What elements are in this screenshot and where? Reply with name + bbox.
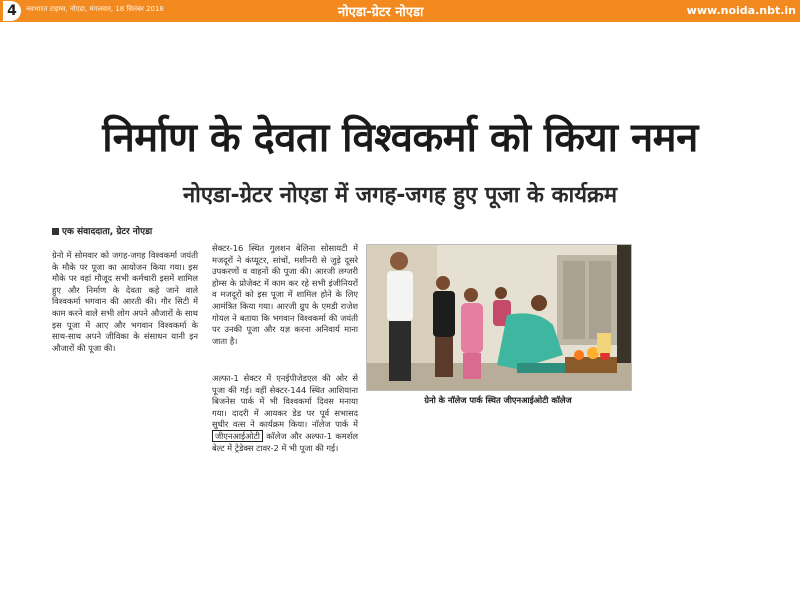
highlighted-college-name: जीएनआईओटी bbox=[212, 430, 263, 442]
article-column-2-top: सेक्टर-16 स्थित गुलशन बेलिना सोसायटी में मजदूरों ने कंप्यूटर, सांचों, मशीनरी से जुड़े दूसरे उपकरणों व वाहनों की पूजा की। आरजी लग्जरी होम्स के प्रोजेक्ट में काम कर रहे सभी इंजीनियरों व मजदूरों को इस पूजा में शामिल होने के लिए आमंत्रित किया गया। आरजी ग्रुप के एमडी राजेश गोयल ने बताया कि भगवान विश्वकर्मा की जयंती पर उनकी पूजा और यज्ञ करना अनिवार्य माना जाता है। bbox=[212, 243, 358, 346]
headline: निर्माण के देवता विश्वकर्मा को किया नमन bbox=[102, 115, 698, 161]
byline bbox=[52, 224, 152, 237]
section-title: नोएडा-ग्रेटर नोएडा bbox=[338, 5, 424, 20]
header-bar bbox=[0, 0, 800, 22]
photo-caption: ग्रेनो के नॉलेज पार्क स्थित जीएनआईओटी कॉलेज bbox=[424, 395, 572, 405]
byline-bullet-icon bbox=[52, 228, 59, 235]
byline-text: एक संवाददाता, ग्रेटर नोएडा bbox=[62, 227, 153, 237]
dateline: नवभारत टाइम्स, नोएडा, मंगलवार, 18 सितंबर 2018 bbox=[26, 5, 164, 13]
article-column-1: ग्रेनो में सोमवार को जगह-जगह विश्वकर्मा जयंती के मौके पर पूजा का आयोजन किया गया। इस मौके पर वहां मौजूद सभी कर्मचारी इसमें शामिल हुए और निर्माण के देवता कहे जाने वाले विश्वकर्मा भगवान की आरती की। गौर सिटी में काम करने वाले सभी लोग अपने औजारों के साथ इस पूजा में आए और भगवान विश्वकर्मा के साथ-साथ अपने जीविका के संसाधन यानी इन औजारों की पूजा की। bbox=[52, 250, 198, 353]
page-number: 4 bbox=[3, 1, 21, 21]
article-photo bbox=[366, 244, 632, 391]
column-2-text-before: अल्फा-1 सेक्टर में एनईपीजेडएल की ओर से पूजा की गई। वहीं सेक्टर-144 स्थित आशियाना बिजनेस पार्क में भी विश्वकर्मा दिवस मनाया गया। दादरी में आयकर डेड पर पूर्व सभासद सुधीर वत्स ने कार्यक्रम किया। नॉलेज पार्क में bbox=[212, 373, 358, 430]
column-2-text-after: कॉलेज और अल्फा-1 कमर्शल बेल्ट में ट्रेडेक्स टावर-2 में भी पूजा की गई। bbox=[212, 430, 358, 453]
puja-photo-illustration bbox=[367, 245, 631, 390]
article-column-2-bottom bbox=[212, 373, 358, 454]
subheadline: नोएडा-ग्रेटर नोएडा में जगह-जगह हुए पूजा के कार्यक्रम bbox=[182, 183, 618, 208]
site-url[interactable]: www.noida.nbt.in bbox=[686, 4, 796, 17]
